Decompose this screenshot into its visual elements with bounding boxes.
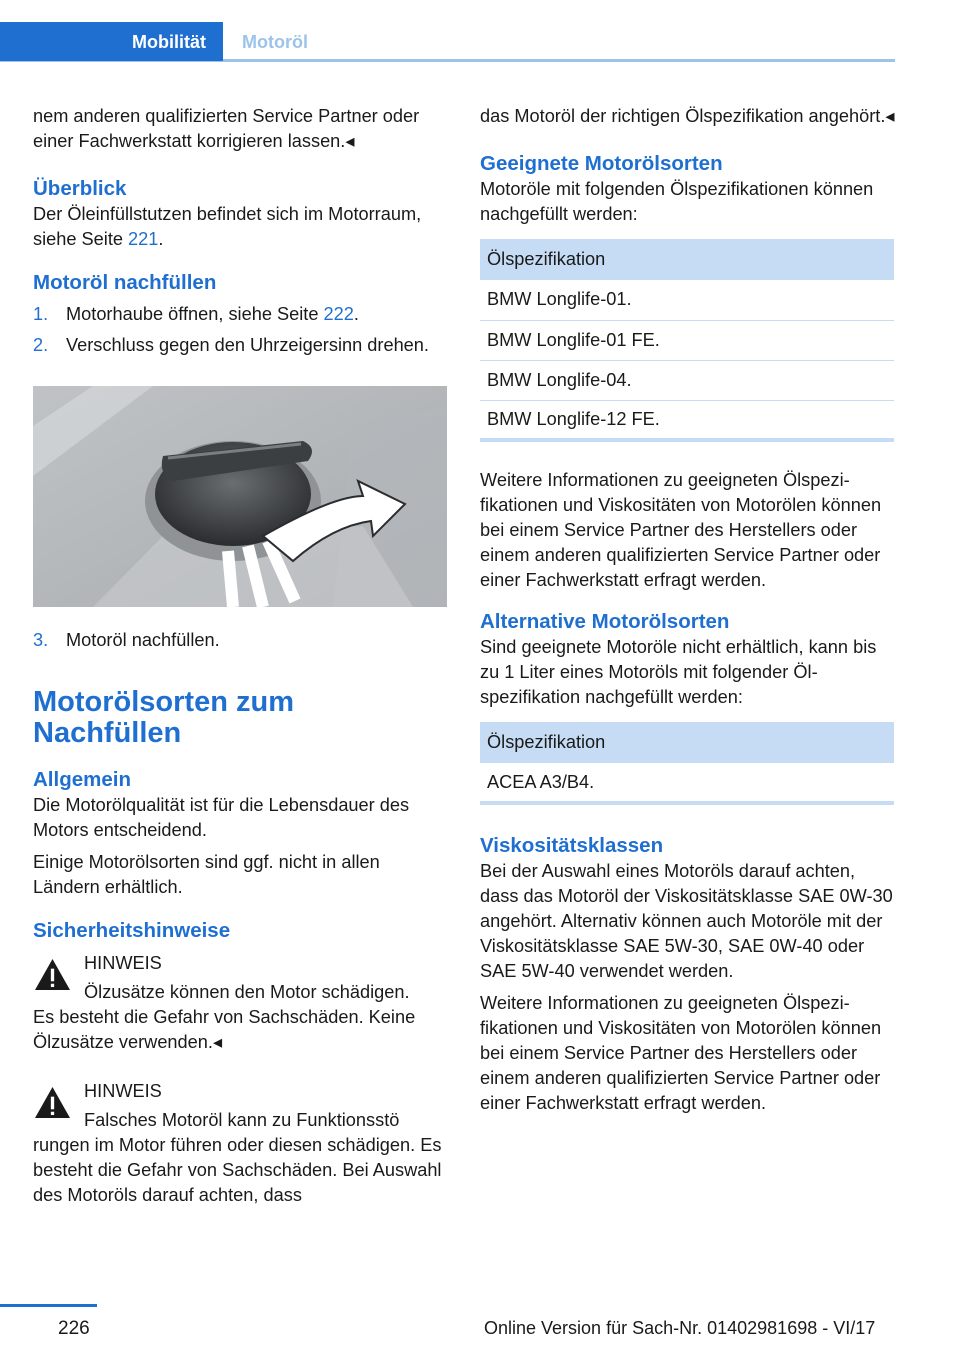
general-text-1: Die Motorölqualität ist für die Lebensdauer des Motors entscheidend. xyxy=(33,795,410,840)
notice-label: HINWEIS xyxy=(84,953,162,973)
list-item: 3. Motoröl nachfüllen. xyxy=(33,630,220,650)
left-column xyxy=(33,104,449,1208)
general-heading: Allgemein xyxy=(33,768,131,791)
viscosity-text: Bei der Auswahl eines Motoröls darauf achten, dass das Motoröl der Viskositätsklasse SAE 0W-30 angehört. Alternativ können auch Motoröle mit der Viskositätsklasse SAE 5W-30, SAE 0W-40 oder SAE 5W-40 verwendet werden. xyxy=(480,861,893,981)
section-title: Motorölsorten zum Nachfüllen xyxy=(33,686,294,749)
general-text-2: Einige Motorölsorten sind ggf. nicht in allen Ländern erhältlich. xyxy=(33,852,380,897)
info-text-1: Weitere Informationen zu geeigneten Ölspezifikationen und Viskositäten von Motorölen können bei einem Service Partner des Herstellers oder einem anderen qualifizierten Service Partner oder einer Fachwerkstatt erfragt werden. xyxy=(480,470,882,590)
viscosity-heading: Viskositätsklassen xyxy=(480,834,664,857)
list-item: 2. Verschluss gegen den Uhrzeigersinn drehen. xyxy=(33,335,429,355)
tab-motoroel[interactable]: Motoröl xyxy=(242,32,308,52)
refill-steps-cont xyxy=(33,628,449,653)
alternative-heading: Alternative Motorölsorten xyxy=(480,610,730,633)
table-row: BMW Longlife-01 FE. xyxy=(480,320,894,360)
suitable-text: Motoröle mit folgenden Ölspezifikationen können nachgefüllt werden: xyxy=(480,179,874,224)
right-column xyxy=(480,104,896,1123)
right-intro-text: das Motoröl der richtigen Ölspezifikation angehört.◂ xyxy=(480,106,895,126)
tab-mobilitaet[interactable]: Mobilität xyxy=(0,22,223,61)
info-text-2: Weitere Informationen zu geeigneten Ölspezifikationen und Viskositäten von Motorölen können bei einem Service Partner des Herstellers oder einem anderen qualifizierten Service Partner oder einer Fachwerkstatt erfragt werden. xyxy=(480,993,882,1113)
notice-1 xyxy=(33,951,449,1055)
page-link-221[interactable]: 221 xyxy=(128,229,159,249)
table-row: ACEA A3/B4. xyxy=(480,763,894,803)
overview-text: Der Öleinfüllstutzen befindet sich im Motorraum, siehe Seite 221. xyxy=(33,204,422,249)
suitable-heading: Geeignete Motorölsorten xyxy=(480,152,723,175)
warning-triangle-icon xyxy=(33,957,72,992)
table-header: Ölspezifikation xyxy=(480,239,894,280)
page-link-222[interactable]: 222 xyxy=(323,304,354,324)
notice-text: Falsches Motoröl kann zu Funktionsstö xyxy=(84,1110,400,1130)
table-row: BMW Longlife-12 FE. xyxy=(480,400,894,440)
notice-2 xyxy=(33,1079,449,1208)
notice-text-cont: Es besteht die Gefahr von Sachschäden. Keine Ölzusätze verwenden.◂ xyxy=(33,1007,416,1052)
footer-rule xyxy=(0,1304,97,1307)
warning-triangle-icon xyxy=(33,1085,72,1120)
footer-note: Online Version für Sach-Nr. 01402981698 - VI/17 xyxy=(484,1318,876,1338)
safety-heading: Sicherheitshinweise xyxy=(33,919,231,942)
table-row: BMW Longlife-04. xyxy=(480,360,894,400)
notice-text: Ölzusätze können den Motor schädigen. xyxy=(84,982,410,1002)
table-header: Ölspezifikation xyxy=(480,722,894,763)
left-intro-text: nem anderen qualifizierten Service Partner oder einer Fachwerkstatt korrigieren lassen.◂ xyxy=(33,106,420,151)
list-item: 1. Motorhaube öffnen, siehe Seite 222. xyxy=(33,304,359,324)
notice-label: HINWEIS xyxy=(84,1081,162,1101)
page-number: 226 xyxy=(58,1318,90,1339)
spec-table-1 xyxy=(480,239,894,442)
oil-filler-cap-photo xyxy=(33,386,447,607)
refill-heading: Motoröl nachfüllen xyxy=(33,271,217,294)
table-row: BMW Longlife-01. xyxy=(480,280,894,320)
alternative-text: Sind geeignete Motoröle nicht erhältlich, kann bis zu 1 Liter eines Motoröls mit folgender Ölspezifikation nachgefüllt werden: xyxy=(480,637,877,707)
overview-heading: Überblick xyxy=(33,177,127,200)
spec-table-2 xyxy=(480,722,894,805)
refill-steps xyxy=(33,302,449,358)
notice-text-cont: rungen im Motor führen oder diesen schädigen. Es besteht die Gefahr von Sachschäden. Bei Auswahl des Motoröls darauf achten, dass xyxy=(33,1135,442,1205)
